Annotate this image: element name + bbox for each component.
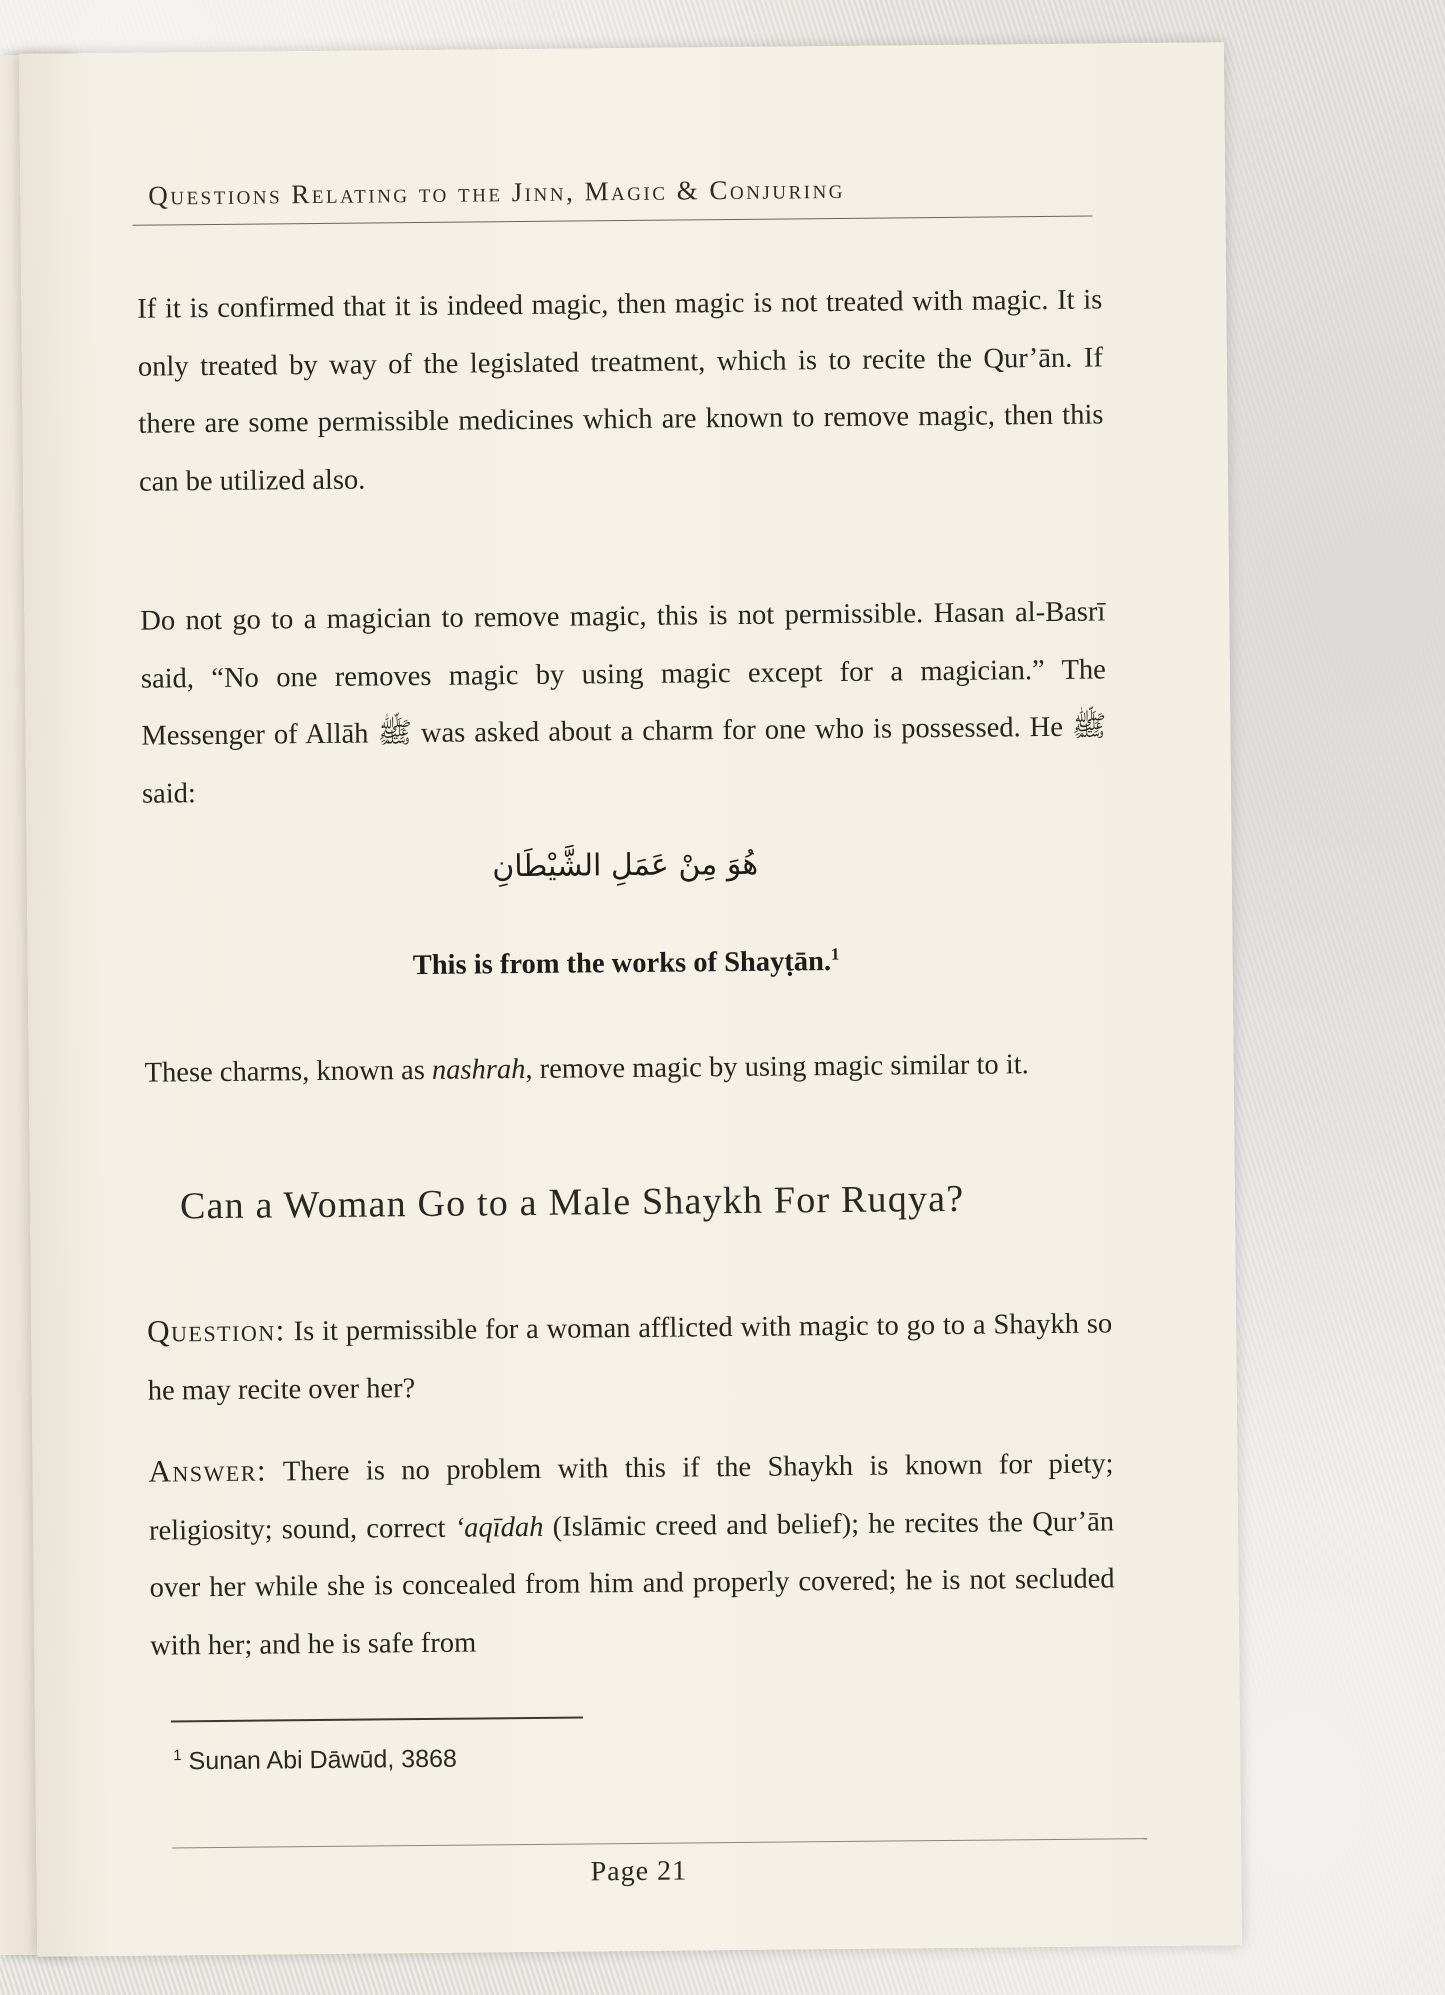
paragraph-magician: Do not go to a magician to remove magic, this is not permissible. Hasan al-Basrī said, “No one removes magic by using magic except for a magician.” The Messenger of Allāh ﷺ was asked about a charm for one who is possessed. He ﷺ said: <box>140 596 1107 810</box>
question-text: Is it permissible for a woman afflicted with magic to go to a Shaykh so he may recite over her? <box>147 1308 1113 1407</box>
arabic-hadith: هُوَ مِنْ عَمَلِ الشَّيْطَانِ <box>492 846 759 885</box>
nashrah-before: These charms, known as <box>144 1054 433 1089</box>
answer-after: (Islāmic creed and belief); he recites the Qur’ān over her while she is concealed from him and properly covered; he is not secluded with her; and he is safe from <box>149 1505 1115 1662</box>
nashrah-after: , remove magic by using magic similar to it. <box>525 1049 1029 1086</box>
answer-label: Answer: <box>148 1452 268 1489</box>
footer-rule <box>172 1838 1147 1848</box>
paragraph-magic-treatment: If it is confirmed that it is indeed magic, then magic is not treated with magic. It is only treated by way of the legislated treatment, which is to recite the Qur’ān. If there are some permissible medicines which are known to remove magic, then this can be utilized also. <box>137 284 1104 498</box>
answer-before: There is no problem with this if the Shaykh is known for piety; religiosity; sound, correct <box>148 1448 1114 1547</box>
page-number: Page 21 <box>590 1855 688 1888</box>
footnote-text: Sunan Abi Dāwūd, 3868 <box>188 1744 457 1776</box>
footnote <box>173 1745 457 1777</box>
running-head: Questions Relating to the Jinn, Magic & Conjuring <box>148 173 846 211</box>
footnote-reference: 1 <box>830 944 840 964</box>
paragraph-nashrah <box>144 1035 1110 1102</box>
answer-term: ‘aqīdah <box>454 1511 544 1544</box>
nashrah-term: nashrah <box>431 1054 526 1086</box>
hadith-translation-text: This is from the works of Shayṭān. <box>412 946 832 982</box>
footnote-number: 1 <box>173 1747 182 1765</box>
header-rule <box>133 216 1093 226</box>
section-heading: Can a Woman Go to a Male Shaykh For Ruqya? <box>179 1177 965 1228</box>
hadith-translation <box>144 943 1109 984</box>
answer-paragraph <box>148 1433 1115 1674</box>
footnote-rule <box>171 1716 583 1722</box>
book-page <box>19 42 1242 1956</box>
question-paragraph <box>147 1293 1113 1419</box>
question-label: Question: <box>146 1312 286 1349</box>
